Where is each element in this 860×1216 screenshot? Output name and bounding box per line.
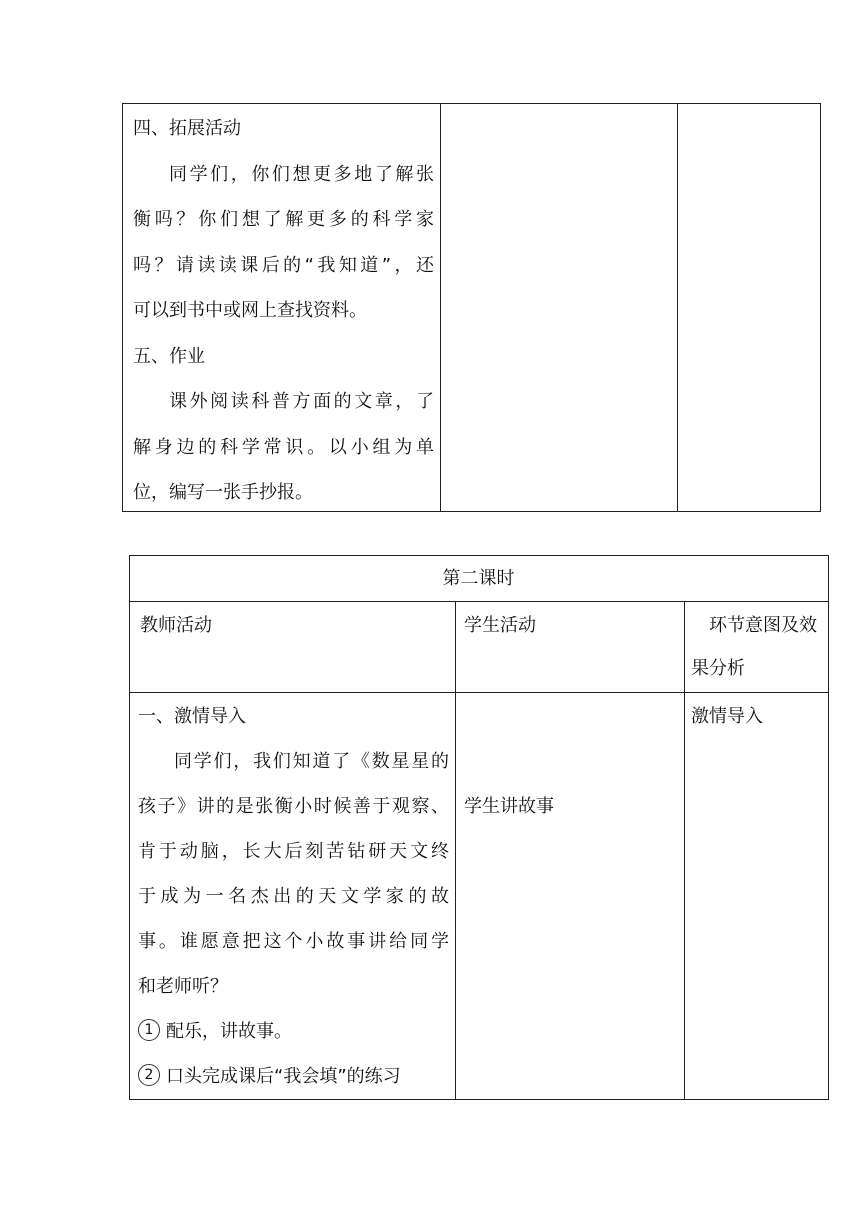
paragraph-line: 可以到书中或网上查找资料。 (133, 300, 367, 321)
header-analysis: 环节意图及效 果分析 (691, 615, 817, 679)
circled-number: 1 (138, 1019, 160, 1041)
header-teacher-activity: 教师活动 (140, 615, 212, 636)
row-divider (130, 601, 828, 602)
paragraph-line: 吗？请读读课后的“我知道”，还 (133, 254, 434, 276)
paragraph-line: 事。谁愿意把这个小故事讲给同学 (138, 931, 449, 952)
paragraph-line: 和老师听？ (138, 976, 228, 997)
paragraph-line: 孩子》讲的是张衡小时候善于观察、 (138, 796, 449, 817)
paragraph-line: 同学们，我们知道了《数星星的 (174, 751, 449, 772)
paragraph-line: 位，编写一张手抄报。 (133, 482, 313, 503)
teacher-activity-cell (138, 694, 449, 1099)
analysis-cell: 激情导入 (691, 706, 763, 727)
paragraph-line: 肯于动脑，长大后刻苦钻研天文终 (138, 841, 449, 862)
paragraph-line: 同学们，你们想更多地了解张 (169, 163, 434, 185)
paragraph-line: 解身边的科学常识。以小组为单 (133, 436, 434, 458)
paragraph-line: 衡吗？你们想了解更多的科学家 (133, 209, 434, 230)
column-divider (677, 104, 678, 511)
row-divider (130, 692, 828, 693)
paragraph-line: 课外阅读科普方面的文章，了 (169, 391, 434, 412)
header-student-activity: 学生活动 (464, 615, 536, 636)
circled-number: 2 (138, 1064, 160, 1086)
list-item: 2 口头完成课后“我会填”的练习 (138, 1054, 449, 1099)
column-divider (455, 601, 456, 1099)
column-divider (440, 104, 441, 511)
lesson-title: 第二课时 (442, 568, 515, 589)
section-heading: 五、作业 (133, 345, 205, 367)
section-heading: 四、拓展活动 (133, 118, 241, 139)
column-divider (684, 601, 685, 1099)
teacher-activity-cell (133, 106, 434, 516)
paragraph-line: 于成为一名杰出的天文学家的故 (138, 886, 449, 907)
activity-table-part-1 (122, 103, 821, 512)
list-item: 1 配乐，讲故事。 (138, 1009, 449, 1054)
section-heading: 一、激情导入 (138, 706, 246, 727)
student-activity-cell: 学生讲故事 (464, 796, 554, 817)
lesson-table-part-2 (129, 555, 829, 1100)
